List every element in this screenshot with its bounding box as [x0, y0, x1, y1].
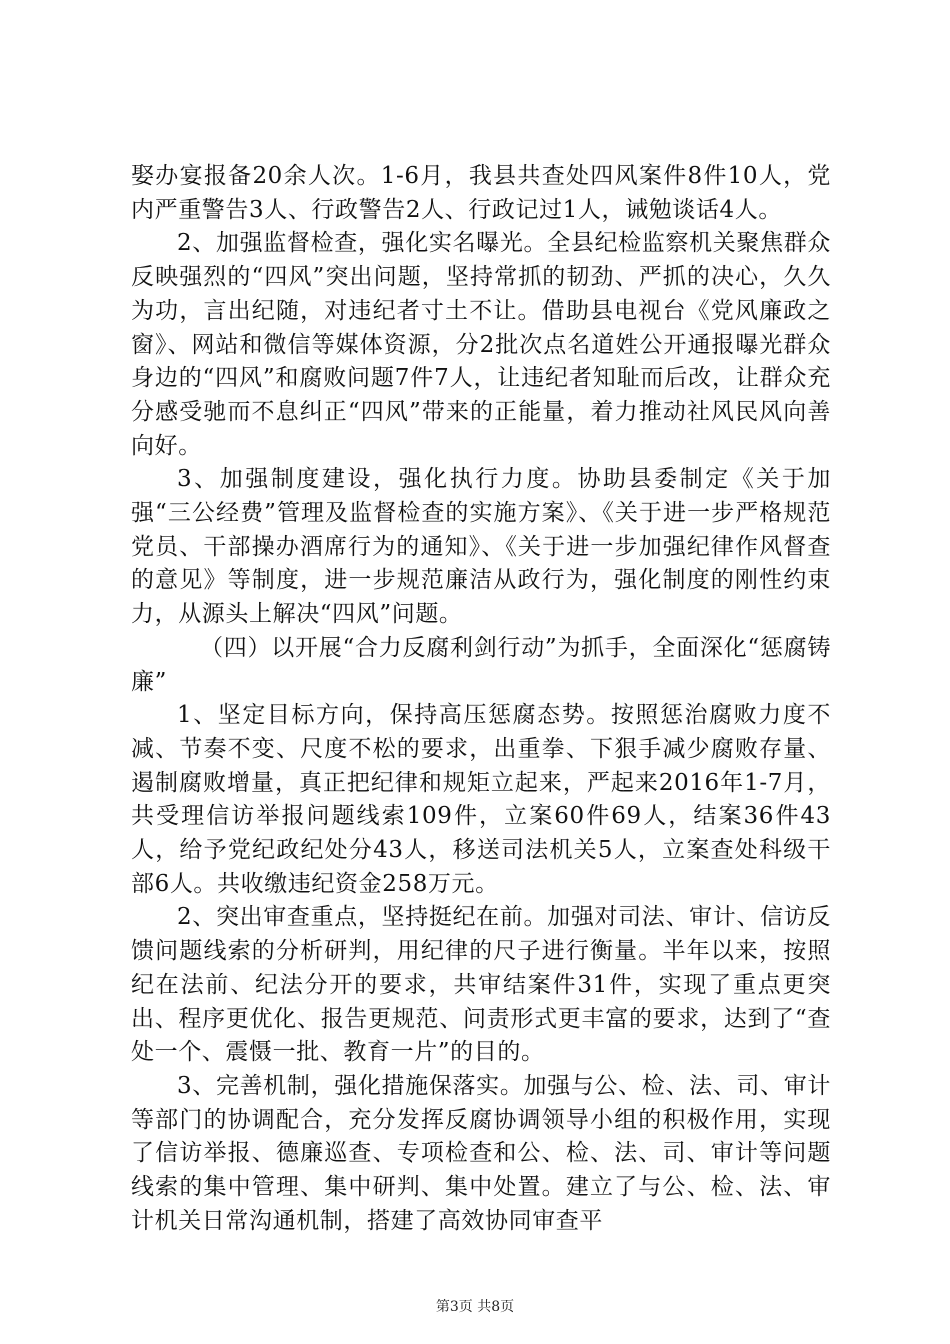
paragraph-continuation: 娶办宴报备20余人次。1-6月，我县共查处四风案件8件10人，党内严重警告3人、行政警告2人、行政记过1人，诫勉谈话4人。: [131, 163, 831, 223]
paragraph-supervision: 2、加强监督检查，强化实名曝光。全县纪检监察机关聚焦群众反映强烈的“四风”突出问题，坚持常抓的韧劲、严抓的决心，久久为功，言出纪随，对违纪者寸土不让。借助县电视台《党风廉政之窗》、网站和微信等媒体资源，分2批次点名道姓公开通报曝光群众身边的“四风”和腐败问题7件7人，让违纪者知耻而后改，让群众充分感受驰而不息纠正“四风”带来的正能量，着力推动社风民风向善向好。: [131, 230, 831, 459]
paragraph-anti-corruption: 1、坚定目标方向，保持高压惩腐态势。按照惩治腐败力度不减、节奏不变、尺度不松的要求，出重拳、下狠手减少腐败存量、遏制腐败增量，真正把纪律和规矩立起来，严起来2016年1-7月，共受理信访举报问题线索109件，立案60件69人，结案36件43人，给予党纪政纪处分43人，移送司法机关5人，立案查处科级干部6人。共收缴违纪资金258万元。: [131, 702, 831, 897]
paragraph-system-building: 3、加强制度建设，强化执行力度。协助县委制定《关于加强“三公经费”管理及监督检查的实施方案》、《关于进一步严格规范党员、干部操办酒席行为的通知》、《关于进一步加强纪律作风督查的意见》等制度，进一步规范廉洁从政行为，强化制度的刚性约束力，从源头上解决“四风”问题。: [131, 466, 831, 628]
paragraph-review-focus: 2、突出审查重点，坚持挺纪在前。加强对司法、审计、信访反馈问题线索的分析研判，用纪律的尺子进行衡量。半年以来，按照纪在法前、纪法分开的要求，共审结案件31件，实现了重点更突出、程序更优化、报告更规范、问责形式更丰富的要求，达到了“查处一个、震慑一批、教育一片”的目的。: [131, 904, 831, 1066]
page-number: 第3页 共8页: [435, 1299, 515, 1315]
document-body: [131, 160, 831, 1239]
paragraph-mechanism: 3、完善机制，强化措施保落实。加强与公、检、法、司、审计等部门的协调配合，充分发挥反腐协调领导小组的积极作用，实现了信访举报、德廉巡查、专项检查和公、检、法、司、审计等问题线索的集中管理、集中研判、集中处置。建立了与公、检、法、审计机关日常沟通机制，搭建了高效协同审查平: [131, 1072, 831, 1234]
section-heading-four: （四）以开展“合力反腐利剑行动”为抓手，全面深化“惩腐铸廉”: [131, 634, 831, 695]
